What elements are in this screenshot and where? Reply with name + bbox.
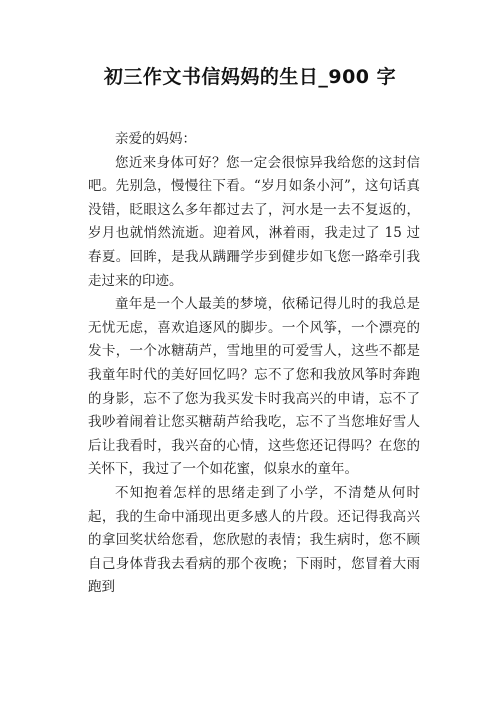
letter-paragraph-3: 不知抱着怎样的思绪走到了小学，不清楚从何时起，我的生命中涌现出更多感人的片段。还记得我高兴的拿回奖状给您看，您欣慰的表情；我生病时，您不顾自己身体背我去看病的那个夜晚；下雨时，您冒着大雨跑到 [88,484,420,596]
letter-paragraph-1: 您近来身体可好？您一定会很惊异我给您的这封信吧。先别急，慢慢往下看。“岁月如条小河”，这句话真没错，眨眼这么多年都过去了，河水是一去不复返的，岁月也就悄然流逝。迎着风，淋着雨，我走过了 15 过春夏。回眸，是我从蹒跚学步到健步如飞您一路牵引我走过来的印迹。 [88,154,420,289]
document-title: 初三作文书信妈妈的生日_900 字 [103,66,397,88]
letter-body [88,128,420,600]
letter-salutation: 亲爱的妈妈： [115,131,196,147]
letter-paragraph-2: 童年是一个人最美的梦境，依稀记得儿时的我总是无忧无虑，喜欢追逐风的脚步。一个风筝，一个漂亮的发卡，一个冰糖葫芦，雪地里的可爱雪人，这些不都是我童年时代的美好回忆吗？忘不了您和我放风筝时奔跑的身影，忘不了您为我买发卡时我高兴的申请，忘不了我吵着闹着让您买糖葫芦给我吃，忘不了当您堆好雪人后让我看时，我兴奋的心情，这些您还记得吗？在您的关怀下，我过了一个如花蜜，似泉水的童年。 [88,296,420,478]
